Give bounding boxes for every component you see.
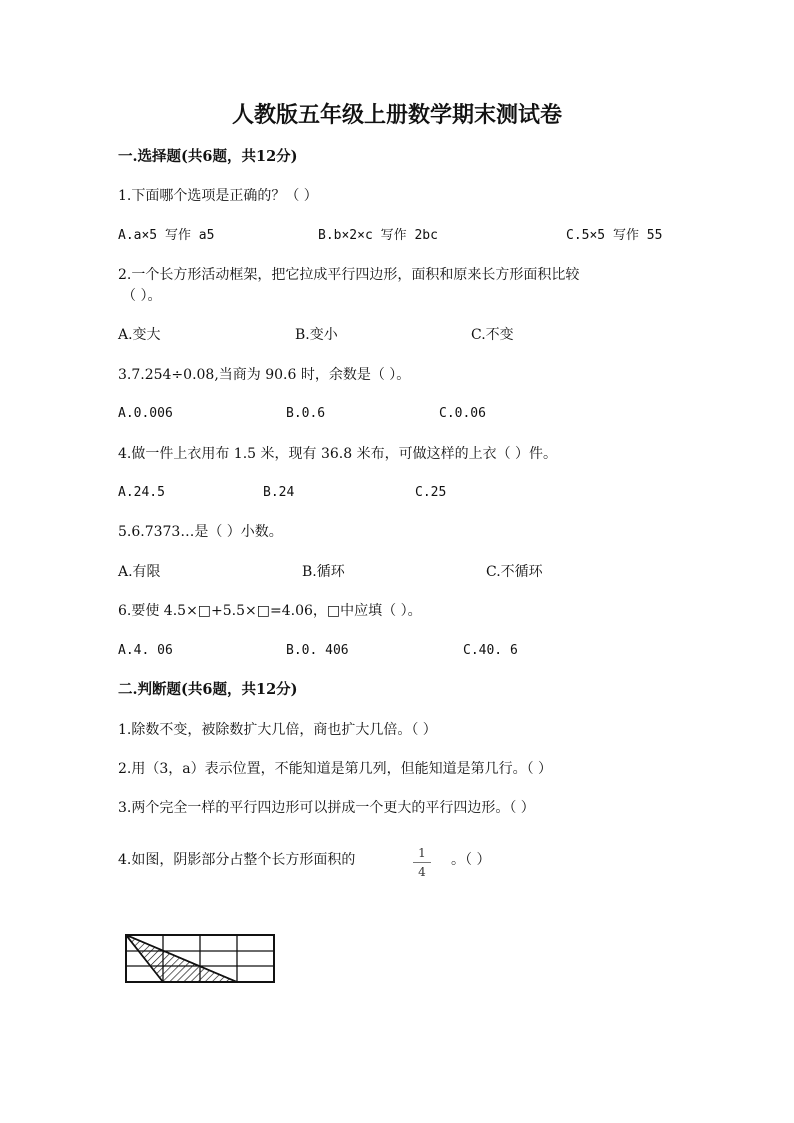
section-heading-choice: 一.选择题(共6题，共12分) (118, 148, 298, 165)
q5-option-c: C.不循环 (486, 564, 543, 580)
q4-option-a: A.24.5 (118, 485, 165, 500)
q3-option-a: A.0.006 (118, 406, 173, 421)
q5-option-a: A.有限 (118, 564, 161, 580)
q1-option-a: A.a×5 写作 a5 (118, 228, 215, 243)
fraction-denominator: 4 (418, 865, 426, 879)
q6-option-b: B.0. 406 (286, 643, 349, 658)
q6-option-c: C.40. 6 (463, 643, 518, 658)
q4-option-c: C.25 (415, 485, 447, 500)
judge-question-3: 3.两个完全一样的平行四边形可以拼成一个更大的平行四边形。（ ） (118, 800, 535, 816)
judge-question-1: 1.除数不变，被除数扩大几倍，商也扩大几倍。（ ） (118, 722, 437, 738)
fraction-numerator: 1 (418, 846, 426, 860)
rectangle-figure (122, 930, 278, 986)
fraction (413, 846, 431, 879)
question-4: 4.做一件上衣用布 1.5 米，现有 36.8 米布，可做这样的上衣（ ）件。 (118, 446, 558, 462)
fraction-bar (413, 862, 431, 863)
question-1: 1.下面哪个选项是正确的？（ ） (118, 188, 318, 204)
question-2: 2.一个长方形活动框架，把它拉成平行四边形，面积和原来长方形面积比较 (118, 267, 580, 283)
q6-option-a: A.4. 06 (118, 643, 173, 658)
q2-option-b: B.变小 (295, 327, 338, 343)
question-6: 6.要使 4.5×□+5.5×□=4.06，□中应填（ ）。 (118, 603, 422, 619)
judge-question-4-tail: 。（ ） (451, 852, 491, 868)
page-title: 人教版五年级上册数学期末测试卷 (231, 102, 562, 128)
q3-option-b: B.0.6 (286, 406, 326, 421)
section-heading-judge: 二.判断题(共6题，共12分) (118, 681, 298, 698)
q1-option-b: B.b×2×c 写作 2bc (318, 228, 438, 243)
question-3: 3.7.254÷0.08,当商为 90.6 时，余数是（ ）。 (118, 367, 411, 383)
q1-option-c: C.5×5 写作 55 (566, 228, 663, 243)
q2-option-c: C.不变 (471, 327, 514, 343)
judge-question-2: 2.用（3，a）表示位置，不能知道是第几列，但能知道是第几行。（ ） (118, 761, 553, 777)
q5-option-b: B.循环 (302, 564, 345, 580)
question-5: 5.6.7373…是（ ）小数。 (118, 524, 283, 540)
question-2-line2: （ ）。 (122, 288, 162, 304)
judge-question-4: 4.如图，阴影部分占整个长方形面积的 (118, 852, 356, 868)
q3-option-c: C.0.06 (439, 406, 486, 421)
q4-option-b: B.24 (263, 485, 295, 500)
q2-option-a: A.变大 (118, 327, 161, 343)
